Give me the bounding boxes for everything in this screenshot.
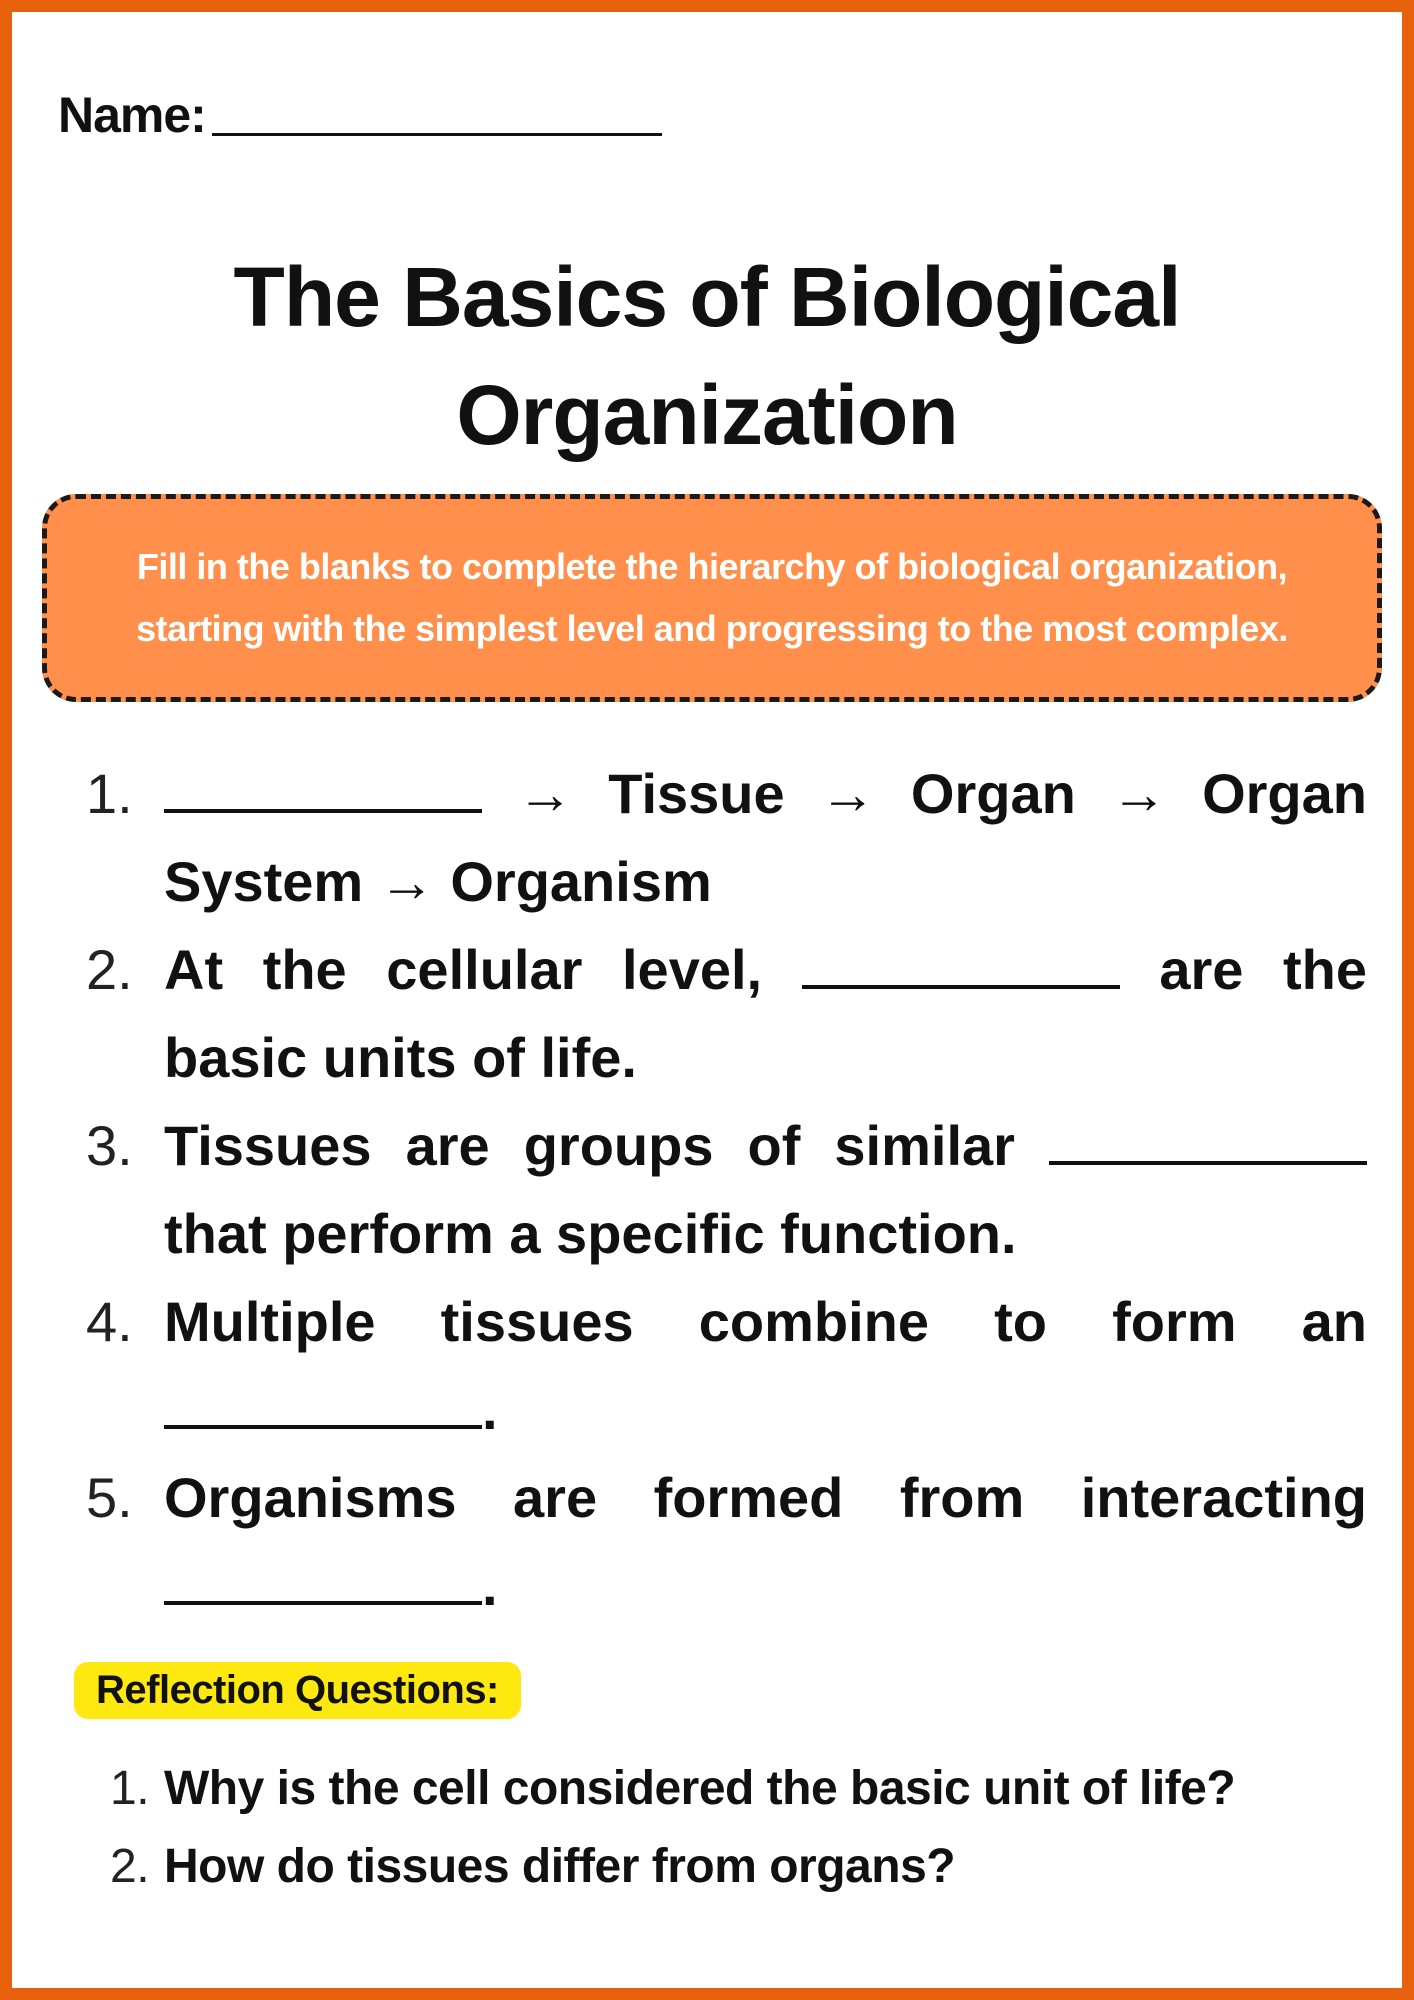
question-number: 3.	[86, 1114, 133, 1177]
reflection-question	[102, 1750, 1235, 1828]
question-number: 5.	[86, 1466, 133, 1529]
question-text-before: Multiple tissues combine to form an	[164, 1290, 1367, 1353]
name-field	[58, 86, 662, 144]
question-number: 1.	[86, 762, 133, 825]
reflection-question	[102, 1828, 1235, 1906]
question-item	[72, 1454, 1367, 1630]
question-text-before: At the cellular level,	[164, 938, 802, 1001]
title-line-1: The Basics of Biological	[233, 250, 1181, 344]
reflection-text: How do tissues differ from organs?	[164, 1840, 956, 1893]
answer-blank[interactable]	[164, 757, 482, 813]
question-text-after: → Tissue → Organ → Organ System → Organism	[164, 762, 1367, 913]
question-text-after: are the basic units of life.	[164, 938, 1368, 1089]
name-blank-line[interactable]	[212, 133, 662, 136]
reflection-number: 2.	[110, 1840, 150, 1893]
question-item	[72, 926, 1367, 1102]
question-number: 2.	[86, 938, 133, 1001]
title-line-2: Organization	[456, 368, 958, 462]
question-number: 4.	[86, 1290, 133, 1353]
question-item	[72, 1102, 1367, 1278]
question-text-before: Tissues are groups of similar	[164, 1114, 1049, 1177]
reflection-text: Why is the cell considered the basic unit of life?	[164, 1762, 1236, 1815]
name-label: Name:	[58, 87, 206, 143]
reflection-heading: Reflection Questions:	[74, 1662, 521, 1719]
instructions-line-2: starting with the simplest level and progressing to the most complex.	[136, 608, 1288, 649]
question-text-after: that perform a specific function.	[164, 1202, 1017, 1265]
question-item	[72, 1278, 1367, 1454]
answer-blank[interactable]	[1049, 1109, 1367, 1165]
reflection-number: 1.	[110, 1762, 150, 1815]
question-text-after: .	[482, 1554, 498, 1617]
answer-blank[interactable]	[164, 1549, 482, 1605]
question-text-before: Organisms are formed from interacting	[164, 1466, 1367, 1529]
reflection-questions-list	[102, 1750, 1235, 1906]
instructions-box	[42, 494, 1382, 702]
page-title	[12, 238, 1402, 474]
instructions-line-1: Fill in the blanks to complete the hierarchy of biological organization,	[136, 546, 1288, 587]
answer-blank[interactable]	[802, 933, 1120, 989]
fill-in-questions-list	[72, 750, 1367, 1630]
answer-blank[interactable]	[164, 1373, 482, 1429]
question-item	[72, 750, 1367, 926]
question-text-after: .	[482, 1378, 498, 1441]
